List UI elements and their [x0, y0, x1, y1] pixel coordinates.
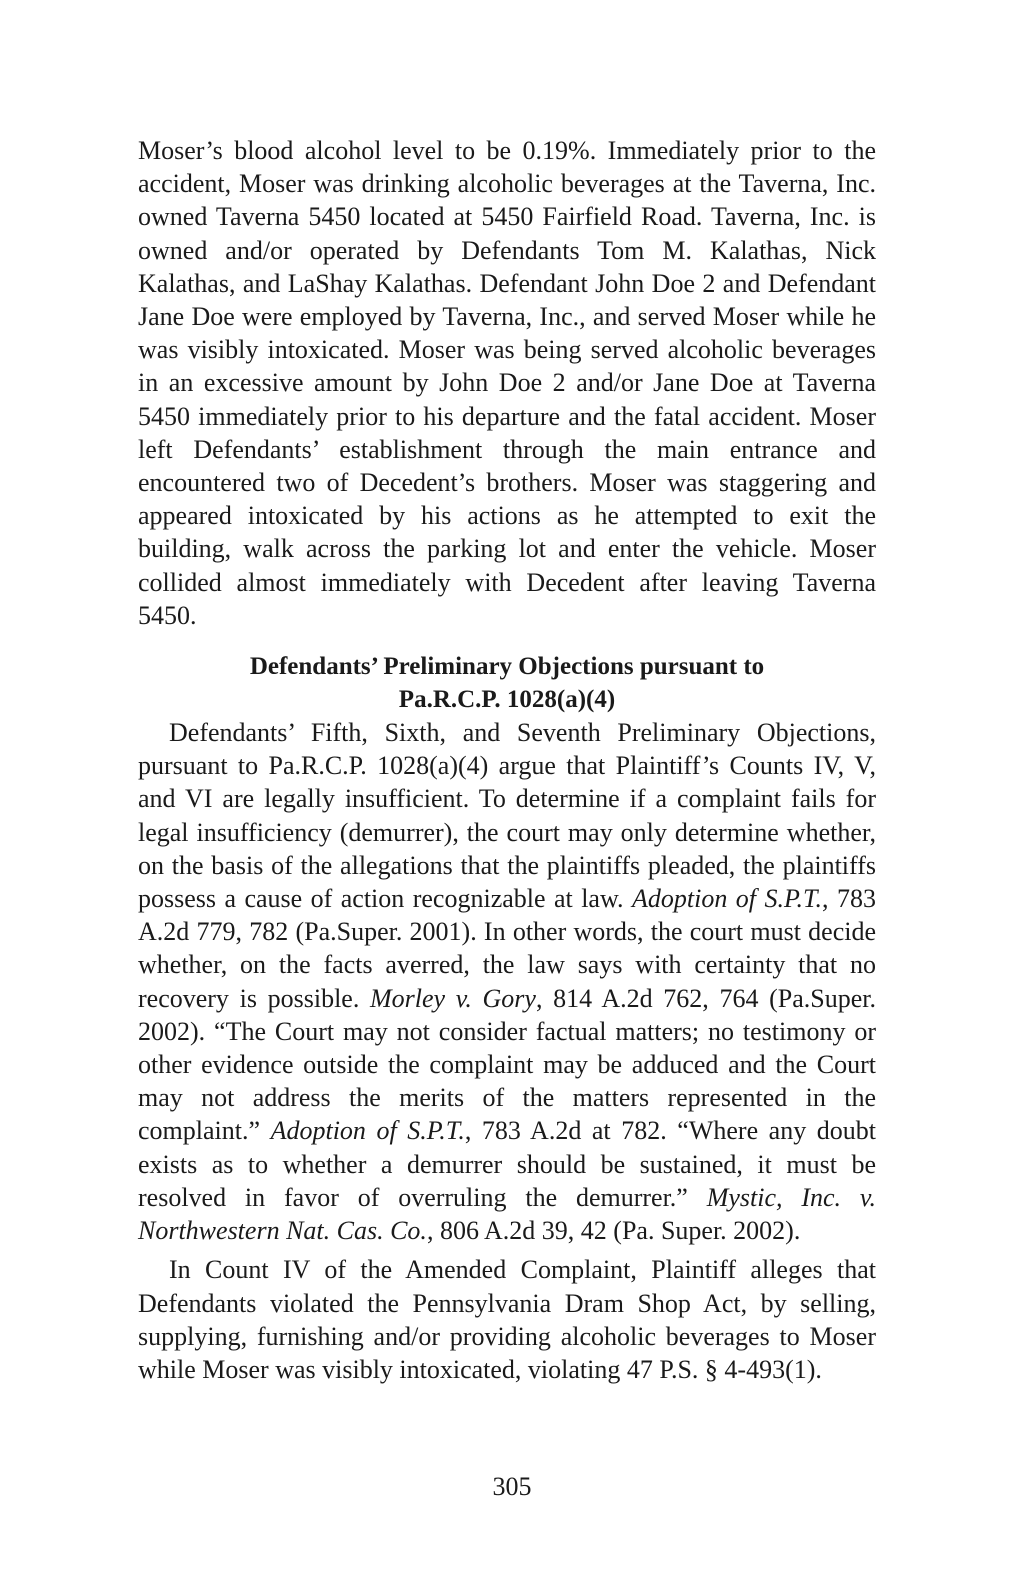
case-citation: Mystic, Inc. v. Northwestern Nat. Cas. Co. [138, 1182, 876, 1246]
section-heading-line-2: Pa.R.C.P. 1028(a)(4) [398, 686, 616, 714]
paragraph-facts: Moser’s blood alcohol level to be 0.19%. Immediately prior to the accident, Moser was drinking alcoholic beverages at the Taverna, Inc. owned Taverna 5450 located at 5450 Fairfield Road. Taverna, Inc. is owned and/or operated by Defendants Tom M. Kalathas, Nick Kalathas, and LaShay Kalathas. Defendant John Doe 2 and Defendant Jane Doe were employed by Taverna, Inc., and served Moser while he was visibly intoxicated. Moser was being served alcoholic beverages in an excessive amount by John Doe 2 and/or Jane Doe at Taverna 5450 immediately prior to his departure and the fatal accident. Moser left Defendants’ establishment through the main entrance and encountered two of Decedent’s brothers. Moser was staggering and appeared intoxicated by his actions as he attempted to exit the building, walk across the parking lot and enter the vehicle. Moser collided almost immediately with Decedent after leaving Taverna 5450. [138, 136, 876, 630]
section-heading-line-1: Defendants’ Preliminary Objections pursuant to [249, 653, 765, 681]
text-segment: , 814 A.2d 762, 764 (Pa.Super. 2002). “The Court may not consider factual matters; no testimony or other evidence outside the complaint may be adduced and the Court may not address the merits of the matters represented in the complaint.” [138, 983, 876, 1146]
paragraph-demurrer-standard [138, 716, 876, 1247]
text-segment: , 783 A.2d at 782. “Where any doubt exists as to whether a demurrer should be sustained, it must be resolved in favor of overruling the demurrer.” [138, 1116, 877, 1212]
paragraph-count-iv: In Count IV of the Amended Complaint, Plaintiff alleges that Defendants violated the Pennsylvania Dram Shop Act, by selling, supplying, furnishing and/or providing alcoholic beverages to Moser while Moser was visibly intoxicated, violating 47 P.S. § 4-493(1). [138, 1255, 876, 1384]
text-segment: Defendants’ Fifth, Sixth, and Seventh Preliminary Objections, pursuant to Pa.R.C.P. 1028(a)(4) argue that Plaintiff’s Counts IV, V, and VI are legally insufficient. To determine if a complaint fails for legal insufficiency (demurrer), the court may only determine whether, on the basis of the allegations that the plaintiffs pleaded, the plaintiffs possess a cause of action recognizable at law. [138, 718, 876, 914]
page-number: 305 [492, 1472, 532, 1501]
page-body [138, 134, 876, 1386]
case-citation: Morley v. Gory [370, 983, 536, 1013]
case-citation: Adoption of S.P.T. [270, 1116, 465, 1146]
section-heading [138, 650, 876, 716]
text-segment: , 783 A.2d 779, 782 (Pa.Super. 2001). In other words, the court must decide whether, on the facts averred, the law says with certainty that no recovery is possible. [138, 884, 876, 1013]
case-citation: Adoption of S.P.T. [632, 884, 823, 914]
text-segment: , 806 A.2d 39, 42 (Pa. Super. 2002). [426, 1216, 801, 1246]
